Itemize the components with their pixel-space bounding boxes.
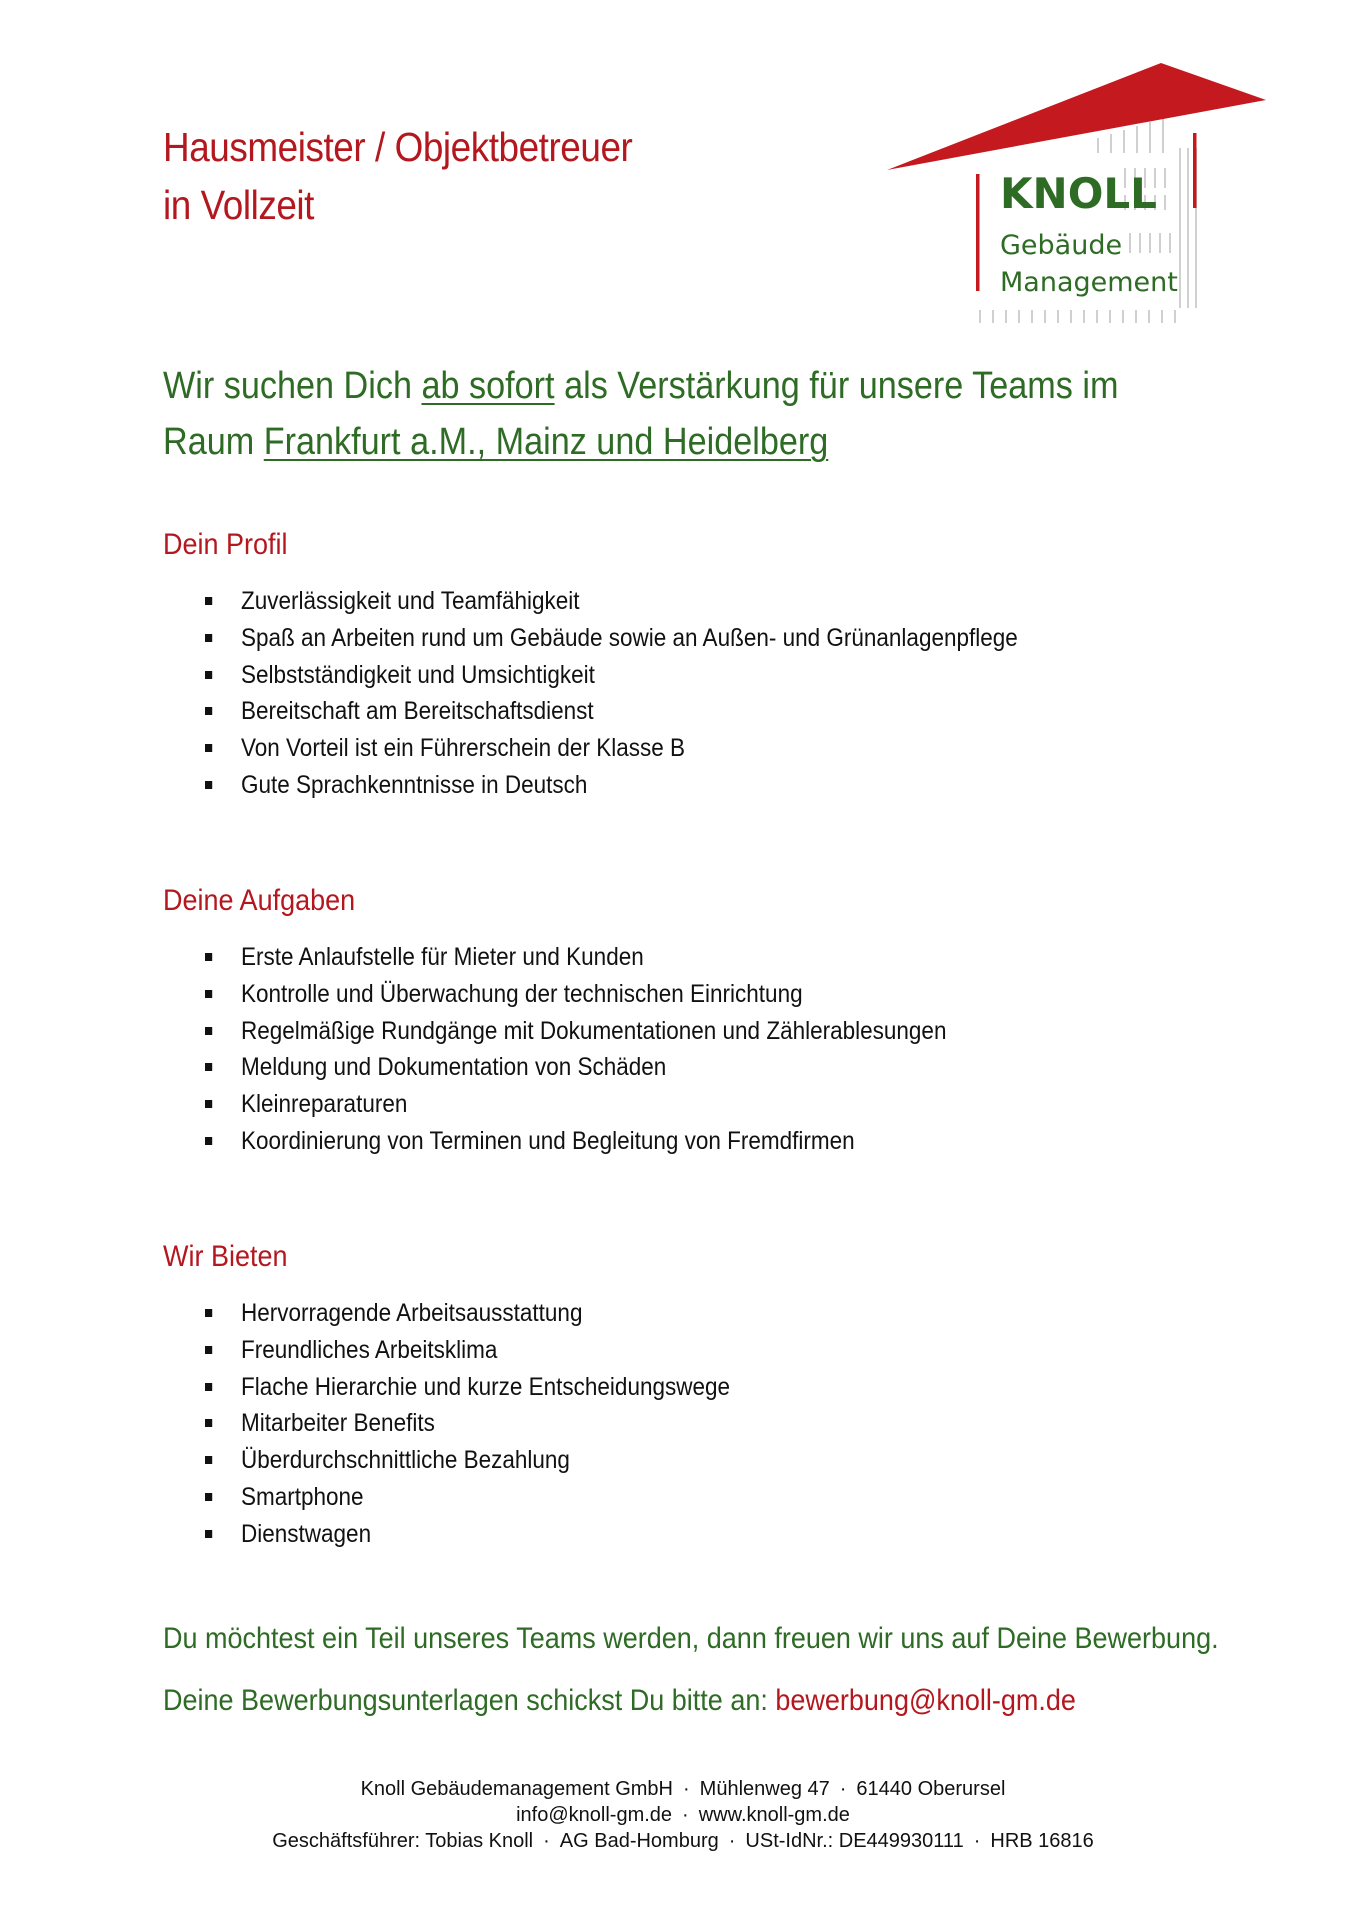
footer-separator: · xyxy=(682,1778,690,1800)
start-date: ab sofort xyxy=(421,365,555,407)
footer-line-3 xyxy=(0,1828,1366,1854)
footer xyxy=(0,1776,1366,1854)
logo-right-bar xyxy=(1193,133,1197,208)
list-item: Bereitschaft am Bereitschaftsdienst xyxy=(205,693,1018,730)
footer-email-link[interactable]: info@knoll-gm.de xyxy=(516,1804,673,1826)
job-title xyxy=(163,118,632,234)
footer-separator: · xyxy=(682,1804,689,1826)
offer-list xyxy=(205,1295,788,1553)
list-item: Koordinierung von Terminen und Begleitung von Fremdfirmen xyxy=(205,1123,946,1160)
list-item: Erste Anlaufstelle für Mieter und Kunden xyxy=(205,939,946,976)
list-item: Hervorragende Arbeitsausstattung xyxy=(205,1295,730,1332)
footer-city: 61440 Oberursel xyxy=(856,1778,1006,1800)
list-item: Flache Hierarchie und kurze Entscheidungswege xyxy=(205,1369,730,1406)
footer-separator: · xyxy=(973,1830,981,1852)
locations: Frankfurt a.M., Mainz und Heidelberg xyxy=(263,421,829,463)
footer-vat: USt-IdNr.: DE449930111 xyxy=(745,1830,964,1852)
closing-invitation: Du möchtest ein Teil unseres Teams werden, dann freuen wir uns auf Deine Bewerbung. xyxy=(163,1622,1219,1655)
job-title-line-1: Hausmeister / Objektbetreuer xyxy=(163,124,633,170)
application-contact xyxy=(163,1681,1076,1721)
profile-list xyxy=(205,583,1108,804)
footer-separator: · xyxy=(543,1830,550,1852)
list-item: Mitarbeiter Benefits xyxy=(205,1405,730,1442)
profile-heading: Dein Profil xyxy=(163,528,288,561)
logo-line-gebaeude: Gebäude xyxy=(1000,230,1123,261)
footer-register: HRB 16816 xyxy=(990,1830,1094,1852)
list-item: Meldung und Dokumentation von Schäden xyxy=(205,1049,946,1086)
list-item: Regelmäßige Rundgänge mit Dokumentationen und Zählerablesungen xyxy=(205,1013,946,1050)
footer-line-2 xyxy=(0,1802,1366,1828)
intro-text: Wir suchen Dich xyxy=(163,365,422,407)
footer-court: AG Bad-Homburg xyxy=(559,1830,719,1852)
house-roof-logo-icon xyxy=(887,63,1266,170)
list-item: Gute Sprachkenntnisse in Deutsch xyxy=(205,767,1018,804)
list-item: Kontrolle und Überwachung der technischen Einrichtung xyxy=(205,976,946,1013)
logo-brand-name: KNOLL xyxy=(1000,169,1157,218)
footer-line-1 xyxy=(0,1776,1366,1802)
list-item: Selbstständigkeit und Umsichtigkeit xyxy=(205,657,1018,694)
list-item: Freundliches Arbeitsklima xyxy=(205,1332,730,1369)
footer-website-link[interactable]: www.knoll-gm.de xyxy=(698,1804,850,1826)
tasks-list xyxy=(205,939,1029,1160)
application-email-link[interactable]: bewerbung@knoll-gm.de xyxy=(775,1684,1076,1717)
list-item: Kleinreparaturen xyxy=(205,1086,946,1123)
offer-section xyxy=(163,1237,1263,1548)
list-item: Dienstwagen xyxy=(205,1516,730,1553)
tasks-heading: Deine Aufgaben xyxy=(163,884,356,917)
list-item: Überdurchschnittliche Bezahlung xyxy=(205,1442,730,1479)
profile-section xyxy=(163,525,1263,799)
job-title-line-2: in Vollzeit xyxy=(163,182,314,228)
intro-statement xyxy=(163,358,1118,470)
footer-street: Mühlenweg 47 xyxy=(699,1778,830,1800)
footer-separator: · xyxy=(839,1778,847,1800)
logo-left-bar xyxy=(976,174,980,291)
intro-text: Raum xyxy=(163,421,264,463)
application-text: Deine Bewerbungsunterlagen schickst Du bitte an: xyxy=(163,1684,776,1717)
company-logo xyxy=(880,58,1280,333)
logo-line-management: Management xyxy=(1000,267,1178,298)
offer-heading: Wir Bieten xyxy=(163,1240,288,1273)
list-item: Smartphone xyxy=(205,1479,730,1516)
intro-line-1 xyxy=(163,358,1118,414)
footer-ceo: Geschäftsführer: Tobias Knoll xyxy=(272,1830,534,1852)
tasks-section xyxy=(163,881,1263,1155)
footer-separator: · xyxy=(728,1830,736,1852)
intro-line-2 xyxy=(163,414,1118,470)
intro-text: als Verstärkung für unsere Teams im xyxy=(554,365,1119,407)
list-item: Spaß an Arbeiten rund um Gebäude sowie an Außen- und Grünanlagenpflege xyxy=(205,620,1018,657)
footer-company: Knoll Gebäudemanagement GmbH xyxy=(360,1778,673,1800)
list-item: Von Vorteil ist ein Führerschein der Klasse B xyxy=(205,730,1018,767)
list-item: Zuverlässigkeit und Teamfähigkeit xyxy=(205,583,1018,620)
